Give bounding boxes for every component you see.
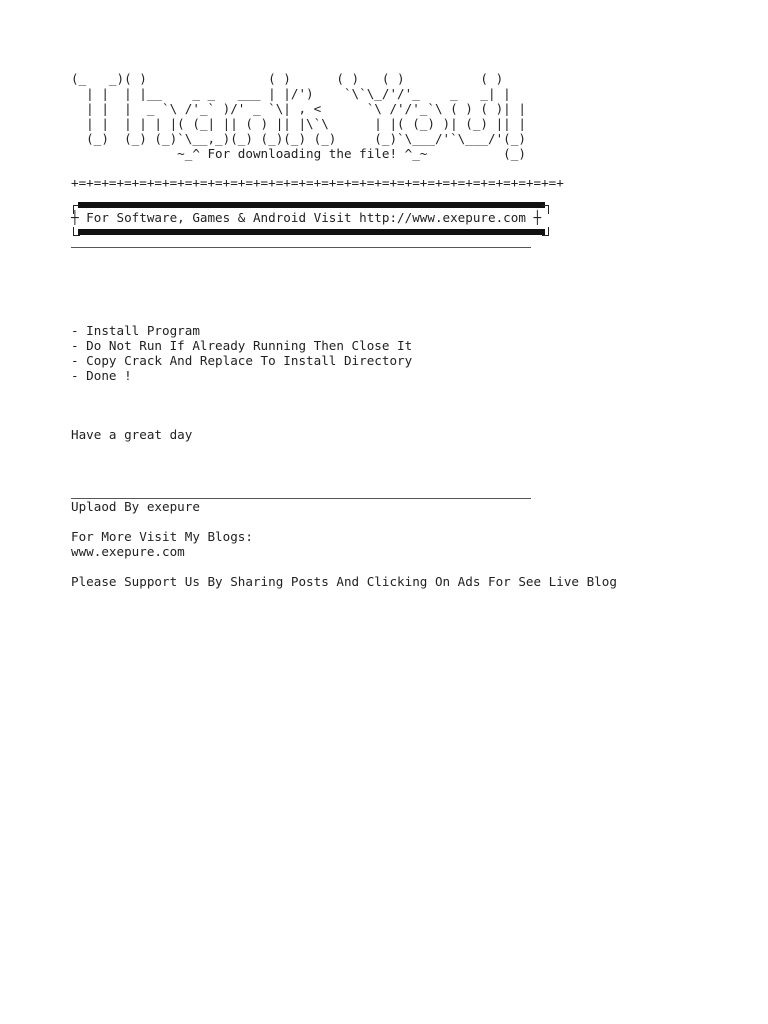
readme-document: [71, 72, 731, 590]
list-item: - Done !: [71, 367, 132, 383]
blog-label: For More Visit My Blogs:: [71, 529, 253, 545]
support-message: Please Support Us By Sharing Posts And Clicking On Ads For See Live Blog: [71, 574, 617, 590]
separator-line: +=+=+=+=+=+=+=+=+=+=+=+=+=+=+=+=+=+=+=+=+=+=+=+=+=+=+=+=+=+=+=+=+: [71, 175, 564, 190]
ascii-art-line: (_ _)( ) ( ) ( ) ( ) ( ): [71, 71, 504, 86]
ascii-art-logo: [71, 72, 731, 162]
banner-bottom-bar: [78, 229, 545, 235]
banner-top-bar: [78, 202, 545, 208]
ascii-art-line: | | | |__ _ _ ___ | |/') `\`\_/'/'_ _ _| |: [71, 85, 511, 101]
list-item: - Install Program: [71, 322, 200, 338]
list-item: - Do Not Run If Already Running Then Close It: [71, 337, 413, 353]
banner-text: ┼ For Software, Games & Android Visit http://www.exepure.com ┼: [71, 209, 542, 225]
blog-url: www.exepure.com: [71, 544, 185, 560]
ascii-art-tagline: ~_^ For downloading the file! ^_~ (_): [71, 145, 526, 161]
upload-credit: Uplaod By exepure: [71, 499, 200, 515]
list-item: - Copy Crack And Replace To Install Directory: [71, 352, 413, 368]
divider: [71, 247, 531, 248]
ascii-art-line: (_) (_) (_)`\__,_)(_) (_)(_) (_) (_)`\___/'`\___/'(_): [71, 130, 526, 146]
blog-info: [71, 530, 731, 560]
ascii-art-line: | | | | | |( (_| || ( ) || |\`\ | |( (_) )| (_) || |: [71, 115, 526, 131]
ascii-art-line: | | | _ `\ /'_` )/' _ `\| , < `\ /'/'_`\ ( ) ( )| |: [71, 100, 526, 116]
install-steps-list: [71, 324, 731, 384]
banner-corner: [542, 205, 549, 214]
promo-banner: [71, 200, 551, 238]
greeting-text: Have a great day: [71, 426, 193, 442]
